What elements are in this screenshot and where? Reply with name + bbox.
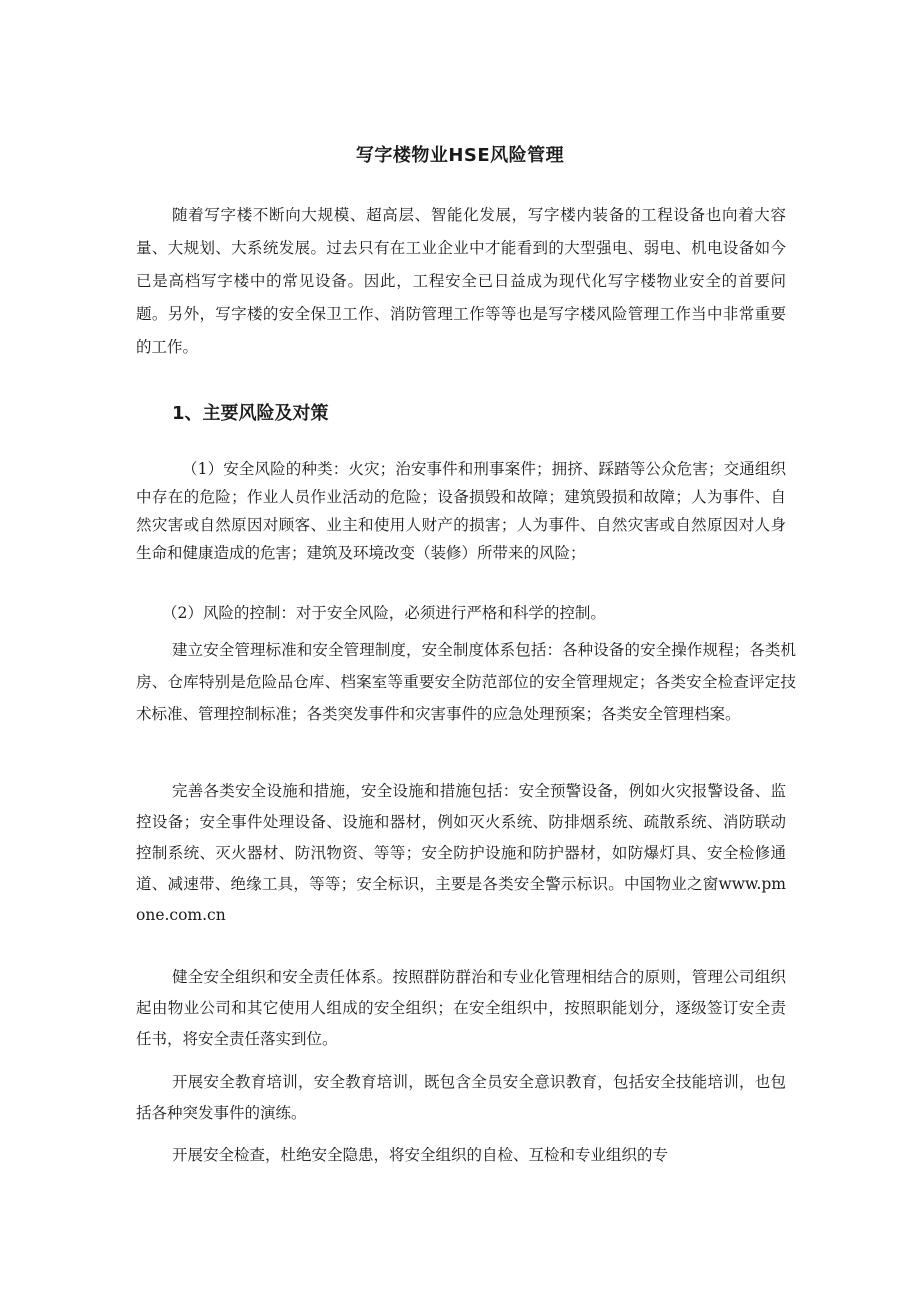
safety-training-paragraph: 开展安全教育培训，安全教育培训，既包含全员安全意识教育，包括安全技能培训，也包括各种突发事件的演练。 xyxy=(136,1073,786,1122)
safety-standards-paragraph: 建立安全管理标准和安全管理制度，安全制度体系包括：各种设备的安全操作规程；各类机房、仓库特别是危险品仓库、档案室等重要安全防范部位的安全管理规定；各类安全检查评定技术标准、管理控制标准；各类突发事件和灾害事件的应急处理预案；各类安全管理档案。 xyxy=(136,641,796,723)
intro-paragraph: 随着写字楼不断向大规模、超高层、智能化发展，写字楼内装备的工程设备也向着大容量、大规划、大系统发展。过去只有在工业企业中才能看到的大型强电、弱电、机电设备如今已是高档写字楼中的常见设备。因此，工程安全已日益成为现代化写字楼物业安全的首要问题。另外，写字楼的安全保卫工作、消防管理工作等等也是写字楼风险管理工作当中非常重要的工作。 xyxy=(136,206,786,356)
document-title: 写字楼物业HSE风险管理 xyxy=(355,145,565,166)
section-heading: 1、主要风险及对策 xyxy=(172,403,329,424)
risk-types-paragraph: （1）安全风险的种类：火灾；治安事件和刑事案件；拥挤、踩踏等公众危害；交通组织中存在的危险；作业人员作业活动的危险；设备损毁和故障；建筑毁损和故障；人为事件、自然灾害或自然原因对顾客、业主和使用人财产的损害；人为事件、自然灾害或自然原因对人身生命和健康造成的危害；建筑及环境改变（装修）所带来的风险； xyxy=(136,460,786,562)
risk-control-paragraph: （2）风险的控制：对于安全风险，必须进行严格和科学的控制。 xyxy=(162,604,606,622)
safety-facilities-paragraph: 完善各类安全设施和措施，安全设施和措施包括：安全预警设备，例如火灾报警设备、监控设备；安全事件处理设备、设施和器材，例如灭火系统、防排烟系统、疏散系统、消防联动控制系统、灭火器材、防汛物资、等等；安全防护设施和防护器材，如防爆灯具、安全检修通道、减速带、绝缘工具，等等；安全标识，主要是各类安全警示标识。中国物业之窗www.pmone.com.cn xyxy=(136,782,786,924)
safety-organization-paragraph: 健全安全组织和安全责任体系。按照群防群治和专业化管理相结合的原则，管理公司组织起由物业公司和其它使用人组成的安全组织；在安全组织中，按照职能划分，逐级签订安全责任书，将安全责任落实到位。 xyxy=(136,968,786,1048)
safety-inspection-paragraph: 开展安全检查，杜绝安全隐患，将安全组织的自检、互检和专业组织的专 xyxy=(172,1146,669,1164)
